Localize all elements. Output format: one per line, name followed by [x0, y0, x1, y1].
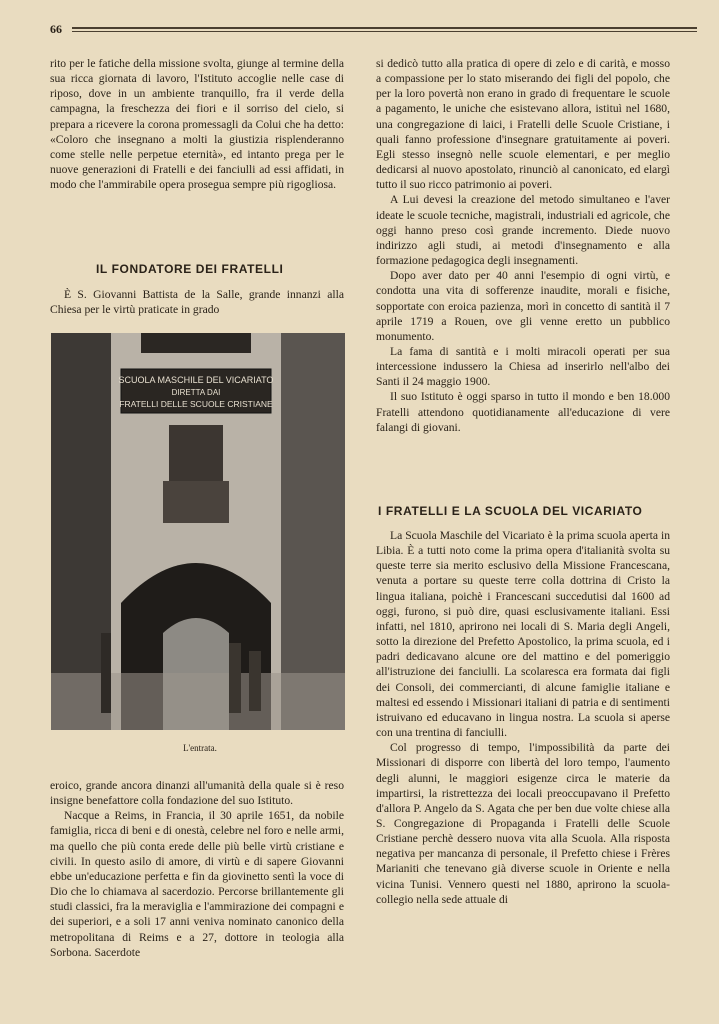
paragraph: A Lui devesi la creazione del metodo simultaneo e l'aver ideate le scuole tecniche, magistrali, industriali ed agricole, che oggi hanno preso così grande incremento. Diede nuovo indirizzo agli studi, ai metodi d'insegnamento e alla formazione pedagogica degli insegnamenti.	[376, 193, 670, 268]
paragraph: Dopo aver dato per 40 anni l'esempio di ogni virtù, e condotta una vita di sofferenze inaudite, morali e fisiche, sopportate con eroica pazienza, morì in concetto di santità il 7 aprile 1719 a Rouen, ove gli venne eretto un pubblico monumento.	[376, 269, 670, 343]
sign-line-3: FRATELLI DELLE SCUOLE CRISTIANE	[119, 399, 273, 409]
paragraph: Col progresso di tempo, l'impossibilità da parte dei Missionari di disporre con libertà del loro tempo, l'aumento degli alunni, le maggiori esigenze circa le materie da impartirsi, la ristrettezza dei locali preoccupavano il Prefetto d'allora P. Angelo da S. Agata che per ben due volte chiese alla S. Congregazione di Propaganda i Fratelli delle Scuole Cristiane perchè dessero nuova vita alla Scuola. Alla risposta negativa per mancanza di personale, il Prefetto chiese i Frères Marianiti che tenevano già diverse scuole in Oriente e nella vicina Tunisi. Vennero questi nel 1880, aprirono la scuola-collegio nella sede attuale di	[376, 741, 670, 906]
left-column-intro	[50, 287, 344, 317]
section-heading-founder: IL FONDATORE DEI FRATELLI	[96, 262, 284, 276]
paragraph: La fama di santità e i molti miracoli operati per sua intercessione indussero la Chiesa ad inserirlo nell'albo dei Santi il 24 maggio 1900.	[376, 344, 670, 389]
sign-line-1: SCUOLA MASCHILE DEL VICARIATO	[118, 375, 274, 385]
page-number: 66	[50, 22, 62, 36]
entrance-photo	[51, 333, 345, 730]
left-column-top	[50, 56, 344, 192]
paragraph: si dedicò tutto alla pratica di opere di zelo e di carità, e mosso a compassione per lo stato miserando dei figli del popolo, che per la loro povertà non erano in grado di frequentare le scuole a pagamento, le uniche che esistevano allora, istituì nel 1680, una congregazione di laici, i Fratelli delle Scuole Cristiane, i quali fanno professione d'insegnare gratuitamente ai poveri. Egli stesso insegnò nelle scuole elementari, e per meglio dedicarsi al nuovo apostolato, rinunciò al canonicato, ed elargì tutto il suo ricco patrimonio ai poveri.	[376, 57, 670, 192]
paragraph: rito per le fatiche della missione svolta, giunge al termine della sua ricca giornata di lavoro, l'Istituto accoglie nelle case di riposo, dove in un ambiente tranquillo, fra il verde della campagna, la freschezza dei fiori e il sorriso del cielo, si prepara a ricevere la corona promessagli da Colui che ha detto: «Coloro che insegnano a molti la giustizia risplenderanno come stelle nelle perpetue eternità», ed intanto prega per le nuove generazioni di Fratelli e dei fanciulli ad essi affidati, in modo che l'ammirabile opera prosegua sempre più rigogliosa.	[50, 57, 344, 192]
sign-line-2: DIRETTA DAI	[171, 388, 221, 397]
header-rule	[72, 27, 697, 32]
paragraph: La Scuola Maschile del Vicariato è la prima scuola aperta in Libia. È a tutti noto come la prima opera d'italianità svolta su queste terre sia merito esclusivo della Missione Francescana, venuta a portare su queste terre colla dottrina di Cristo la lingua italiana, poichè i Francescani succedutisi dal 1600 ad oggi, furono, si può dire, quasi esclusivamente italiani. Essi infatti, nel 1810, aprirono nei locali di S. Maria degli Angeli, sotto la direzione del Prefetto Apostolico, la prima scuola, ed i padri dedicavano alcune ore del mattino e del pomeriggio all'istruzione dei fanciulli. La scolaresca era formata dai figli dei Consoli, dei commercianti, di alcune famiglie italiane e maltesi ed essendo i Missionari italiani di patria e di sentimenti istruivano ed educavano in lingua nostra. La scuola si aperse con una trentina di fanciulli.	[376, 529, 670, 740]
paragraph: Nacque a Reims, in Francia, il 30 aprile 1651, da nobile famiglia, ricca di beni e di onestà, celebre nel foro e nelle armi, ma quello che più conta erede delle più belle virtù cristiane e civili. In questo asilo di amore, di virtù e di sapere Giovanni ebbe un'educazione perfetta e fin da giovinetto sentì la voce di Dio che lo chiamava al sacerdozio. Percorse brillantemente gli studi classici, fra la meraviglia e l'ammirazione dei compagni e dei superiori, e a soli 17 anni veniva nominato canonico della metropolitana di Reims e a 27, dottore in teologia alla Sorbona. Sacerdote	[50, 809, 344, 959]
right-column-upper	[376, 56, 670, 435]
left-column-bottom	[50, 778, 344, 960]
paragraph: Il suo Istituto è oggi sparso in tutto il mondo e ben 18.000 Fratelli attendono quotidianamente all'educazione di vere falangi di giovani.	[376, 390, 670, 434]
photo-illustration	[51, 333, 345, 730]
paragraph: È S. Giovanni Battista de la Salle, grande innanzi alla Chiesa per le virtù praticate in grado	[50, 288, 344, 317]
photo-caption: L'entrata.	[183, 743, 217, 753]
paragraph: eroico, grande ancora dinanzi all'umanità della quale si è reso insigne benefattore colla fondazione del suo Istituto.	[50, 779, 344, 808]
section-heading-vicariate: I FRATELLI E LA SCUOLA DEL VICARIATO	[378, 504, 643, 518]
right-column-lower	[376, 528, 670, 907]
